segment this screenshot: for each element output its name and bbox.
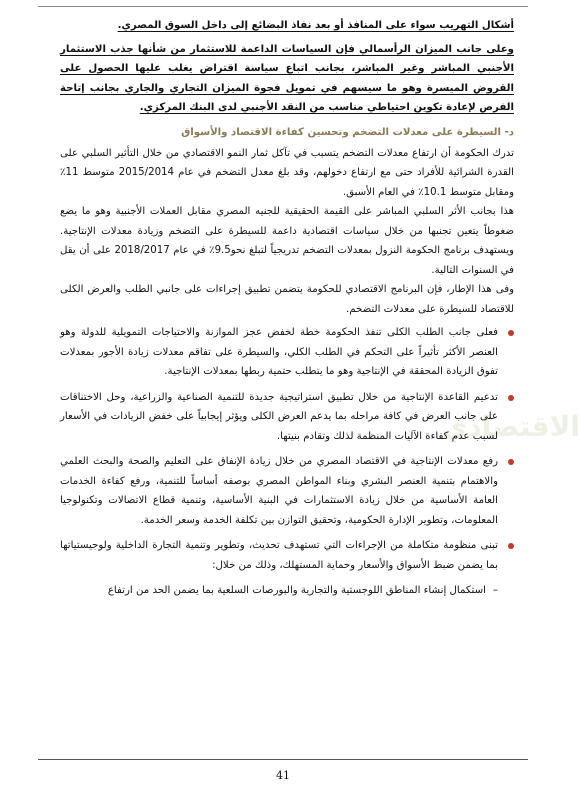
paragraph-inflation-1: تدرك الحكومة أن ارتفاع معدلات التضخم يتسبب في تآكل ثمار النمو الاقتصادي من خلال التأثير السلبي على القدرة الشرائية للأفراد حتى مع ارتفاع دخولهم، وقد بلغ معدل التضخم في عام 2015/2014 متوسط 11٪ ومقابل متوسط 10.1٪ في العام الأسبق. [60,147,514,198]
list-item [60,323,514,382]
measures-list [60,323,514,575]
paragraph-inflation-3: وفى هذا الإطار، فإن البرنامج الاقتصادي للحكومة يتضمن تطبيق إجراءات على جانبي الطلب والعرض الكلى للاقتصاد للسيطرة على معدلات التضخم. [60,284,514,315]
list-item-text: رفع معدلات الإنتاجية في الاقتصاد المصري من خلال زيادة الإنفاق على التعليم والصحة والبحث العلمي والاهتمام بتنمية العنصر البشري وبناء المواطن المصري بوصفه أساساً للتنمية، ورفع كفاءة الخدمات العامة الأساسية من خلال زيادة الاستثمارات في البنية الأساسية، وتنمية قطاع الاتصالات وتكنولوجيا المعلومات، وتطوير الإدارة الحكومية، وتحقيق التوازن بين تكلفة الخدمة وسعر الخدمة. [60,456,498,526]
section-heading: د- السيطرة على معدلات التضخم وتحسين كفاءة الاقتصاد والأسواق [181,126,514,138]
paragraph-smuggling: أشكال التهريب سواء على المنافذ أو بعد نفاذ البضائع إلى داخل السوق المصري. [117,20,514,31]
list-item [60,388,514,447]
paragraph-capital-balance: وعلى جانب الميزان الرأسمالي فإن السياسات الداعمة للاستثمار من شأنها جذب الاستثمار الأجنبي المباشر وغير المباشر، بجانب اتباع سياسة اقتراض يغلب عليها الحصول على القروض الميسرة وهو ما سيسهم في تمويل فجوة الميزان التجاري والجاري بجانب إتاحة الفرص لإعادة تكوين احتياطي مناسب من النقد الأجنبي لدى البنك المركزي. [60,43,514,113]
bullet-icon [508,459,514,465]
list-item-text: فعلى جانب الطلب الكلى تنفذ الحكومة خطة لخفض عجز الموازنة والاحتياجات التمويلية للدولة وهو العنصر الأكثر تأثيراً على التحكم في الطلب الكلي، والسيطرة على تفاقم معدلات زيادة الأجور بمعدلات تفوق الزيادة المحققة في الإنتاجية وهو ما يتطلب حتمية ربطها بمعدلات الإنتاجية. [60,327,498,377]
dash-icon: – [492,585,498,596]
page-number: 41 [276,769,290,782]
sub-list-item-text: استكمال إنشاء المناطق اللوجستية والتجارية والبورصات السلعية بما يضمن الحد من ارتفاع [107,585,486,596]
bottom-rule [38,759,528,760]
list-item-text: تدعيم القاعدة الإنتاجية من خلال تطبيق استراتيجية جديدة للتنمية الصناعية والزراعية، وحل الاختناقات على جانب العرض في كافة مراحله بما يدعم العرض الكلى ويؤثر إيجابياً على خفض الزيادات في الأسعار لسبب عدم كفاءة الآليات المنظمة لذلك وتقادم بنيتها. [60,391,498,442]
list-item-text: تبنى منظومة متكاملة من الإجراءات التي تستهدف تحديث، وتطوير وتنمية التجارة الداخلية ولوجيستياتها بما يضمن ضبط الأسواق والأسعار وحماية المستهلك، وذلك من خلال: [60,540,498,571]
list-item [60,536,514,575]
page-content [60,16,514,601]
sub-list-item [60,581,514,601]
list-item [60,452,514,530]
watermark-logo: الاقتصادي [441,410,580,443]
bullet-icon [508,395,514,401]
paragraph-inflation-2: هذا بجانب الأثر السلبي المباشر على القيمة الحقيقية للجنيه المصري مقابل العملات الأجنبية وهو ما يضع ضغوطاً يتعين تجنبها من خلال سياسات اقتصادية داعمة للسيطرة على التضخم وزيادة معدلات الإنتاجية. ويستهدف برنامج الحكومة النزول بمعدلات التضخم تدريجياً لتبلغ نحو9.5٪ في عام 2018/2017 على أن يقل في السنوات التالية. [60,206,514,276]
bullet-icon [508,330,514,336]
bullet-icon [508,543,514,549]
top-rule [38,6,528,7]
